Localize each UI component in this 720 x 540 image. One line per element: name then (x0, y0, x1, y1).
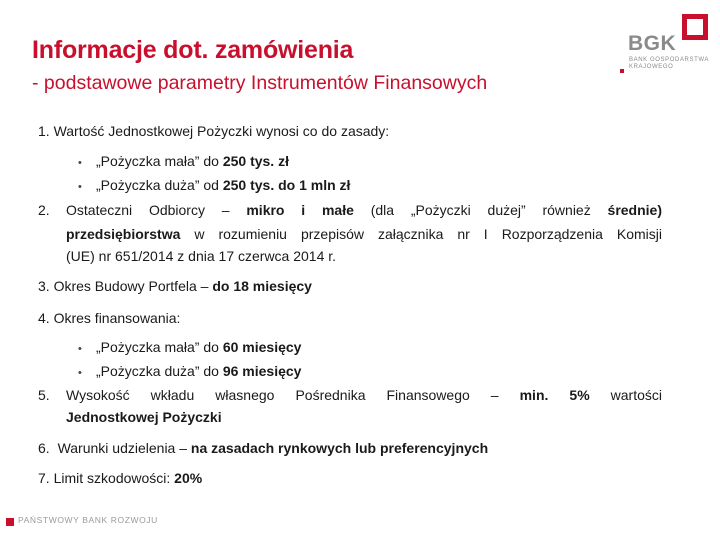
item-text: wartości (589, 387, 663, 403)
bullet-value: 250 tys. do 1 mln zł (222, 177, 351, 193)
list-item-3 (38, 277, 312, 296)
list-item-4 (38, 309, 180, 328)
list-item-1-bullet-1 (96, 152, 289, 171)
list-item-2-line-3: (UE) nr 651/2014 z dnia 17 czerwca 2014 r. (66, 248, 337, 264)
item-bold: mikro i małe (246, 202, 354, 218)
item-text: Warunki udzielenia – (57, 440, 191, 456)
bullet-icon: • (78, 343, 82, 355)
bullet-value: 60 miesięcy (222, 339, 302, 355)
list-item-4-bullet-1 (96, 338, 301, 357)
bullet-text: „Pożyczka mała” do (96, 339, 223, 355)
bgk-logo-square-icon (682, 14, 708, 40)
list-item-2-line-2 (66, 225, 662, 244)
bullet-text: „Pożyczka duża” do (96, 363, 223, 379)
item-text: Okres Budowy Portfela – (53, 278, 213, 294)
list-item-3-number: 3. (38, 278, 50, 294)
bullet-text: „Pożyczka mała” do (96, 153, 223, 169)
item-text: (dla „Pożyczki dużej” również (353, 202, 608, 218)
item-bold: 20% (174, 470, 203, 486)
page-title: Informacje dot. zamówienia (32, 36, 354, 64)
list-item-4-bullet-2 (96, 362, 301, 381)
list-item-7 (38, 469, 202, 488)
bgk-logo-subtitle-2: KRAJOWEGO (629, 64, 674, 70)
bgk-logo-dot-icon (620, 69, 624, 73)
list-item-5-line-1 (66, 386, 662, 405)
bgk-logo (624, 12, 714, 82)
item-bold: na zasadach rynkowych lub preferencyjnych (190, 440, 489, 456)
item-bold: min. 5% (519, 387, 590, 403)
list-item-2-line-1 (66, 201, 662, 220)
bgk-logo-subtitle-1: BANK GOSPODARSTWA (629, 57, 709, 63)
list-item-4-text: Okres finansowania: (53, 310, 181, 326)
item-text: w rozumieniu przepisów załącznika nr I Rozporządzenia Komisji (180, 226, 662, 242)
list-item-5-line-2 (66, 408, 222, 427)
item-text: Ostateczni Odbiorcy – (66, 202, 247, 218)
list-item-1-bullet-2 (96, 176, 350, 195)
item-bold: przedsiębiorstwa (66, 226, 181, 242)
list-item-1-number: 1. (38, 123, 50, 139)
list-item-6-number: 6. (38, 440, 50, 456)
footer-mark-icon (6, 518, 14, 526)
bullet-value: 250 tys. zł (222, 153, 289, 169)
list-item-6 (38, 439, 488, 458)
bullet-icon: • (78, 181, 82, 193)
bullet-icon: • (78, 157, 82, 169)
item-bold: Jednostkowej Pożyczki (66, 409, 222, 425)
footer-text: PAŃSTWOWY BANK ROZWOJU (18, 515, 158, 525)
bgk-logo-name: BGK (628, 32, 677, 55)
item-bold: do 18 miesięcy (212, 278, 312, 294)
item-text: Limit szkodowości: (53, 470, 175, 486)
bullet-value: 96 miesięcy (222, 363, 302, 379)
bullet-text: „Pożyczka duża” od (96, 177, 223, 193)
list-item-1-text: Wartość Jednostkowej Pożyczki wynosi co do zasady: (53, 123, 390, 139)
page-subtitle: - podstawowe parametry Instrumentów Finansowych (32, 72, 488, 94)
bullet-icon: • (78, 367, 82, 379)
list-item-5-number: 5. (38, 387, 50, 403)
list-item-2-number: 2. (38, 202, 50, 218)
list-item-4-number: 4. (38, 310, 50, 326)
item-bold: średnie) (607, 202, 662, 218)
item-text: Wysokość wkładu własnego Pośrednika Finansowego – (66, 387, 520, 403)
list-item-1 (38, 122, 389, 141)
list-item-7-number: 7. (38, 470, 50, 486)
